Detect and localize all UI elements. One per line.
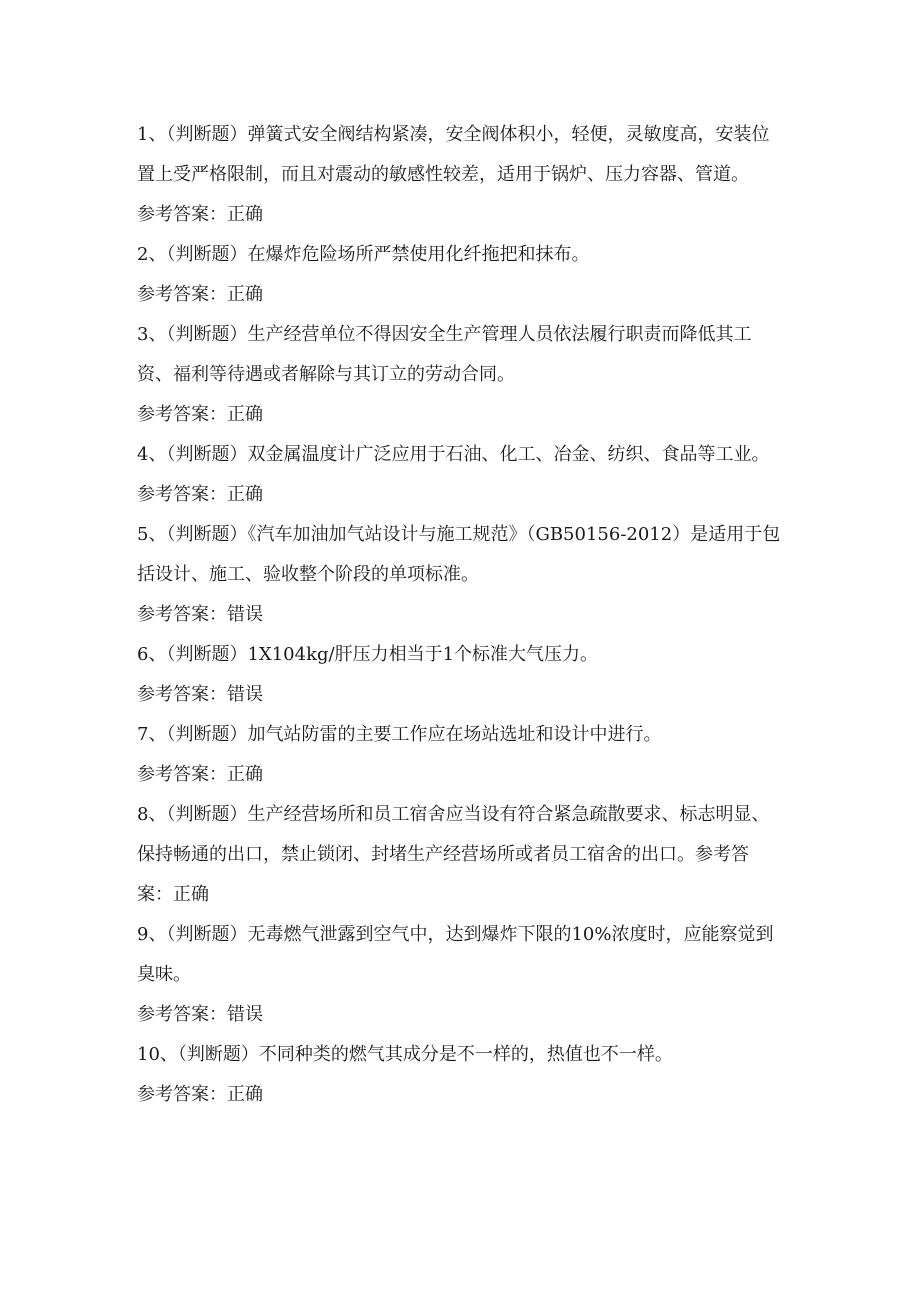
question-4: 4、（判断题）双金属温度计广泛应用于石油、化工、冶金、纺织、食品等工业。	[137, 444, 770, 465]
question-9: 9、（判断题）无毒燃气泄露到空气中，达到爆炸下限的10%浓度时，应能察觉到臭味。	[137, 924, 774, 985]
question-2: 2、（判断题）在爆炸危险场所严禁使用化纤拖把和抹布。	[137, 244, 590, 265]
answer-9: 参考答案：错误	[137, 1004, 263, 1025]
question-5: 5、（判断题）《汽车加油加气站设计与施工规范》（GB50156-2012）是适用于包括设计、施工、验收整个阶段的单项标准。	[137, 524, 781, 585]
answer-4: 参考答案：正确	[137, 484, 263, 505]
question-6: 6、（判断题）1X104kg/肝压力相当于1个标准大气压力。	[137, 644, 599, 665]
answer-2: 参考答案：正确	[137, 284, 263, 305]
answer-1: 参考答案：正确	[137, 204, 263, 225]
question-1: 1、（判断题）弹簧式安全阀结构紧凑，安全阀体积小，轻便，灵敏度高，安装位置上受严格限制，而且对震动的敏感性较差，适用于锅炉、压力容器、管道。	[137, 124, 770, 185]
question-list	[137, 115, 782, 1115]
question-10: 10、（判断题）不同种类的燃气其成分是不一样的，热值也不一样。	[137, 1044, 673, 1065]
answer-6: 参考答案：错误	[137, 684, 263, 705]
answer-5: 参考答案：错误	[137, 604, 263, 625]
answer-10: 参考答案：正确	[137, 1084, 263, 1105]
answer-7: 参考答案：正确	[137, 764, 263, 785]
question-3: 3、（判断题）生产经营单位不得因安全生产管理人员依法履行职责而降低其工资、福利等待遇或者解除与其订立的劳动合同。	[137, 324, 752, 385]
question-8-with-answer: 8、（判断题）生产经营场所和员工宿舍应当设有符合紧急疏散要求、标志明显、保持畅通的出口，禁止锁闭、封堵生产经营场所或者员工宿舍的出口。参考答案：正确	[137, 804, 770, 905]
answer-3: 参考答案：正确	[137, 404, 263, 425]
question-7: 7、（判断题）加气站防雷的主要工作应在场站选址和设计中进行。	[137, 724, 662, 745]
